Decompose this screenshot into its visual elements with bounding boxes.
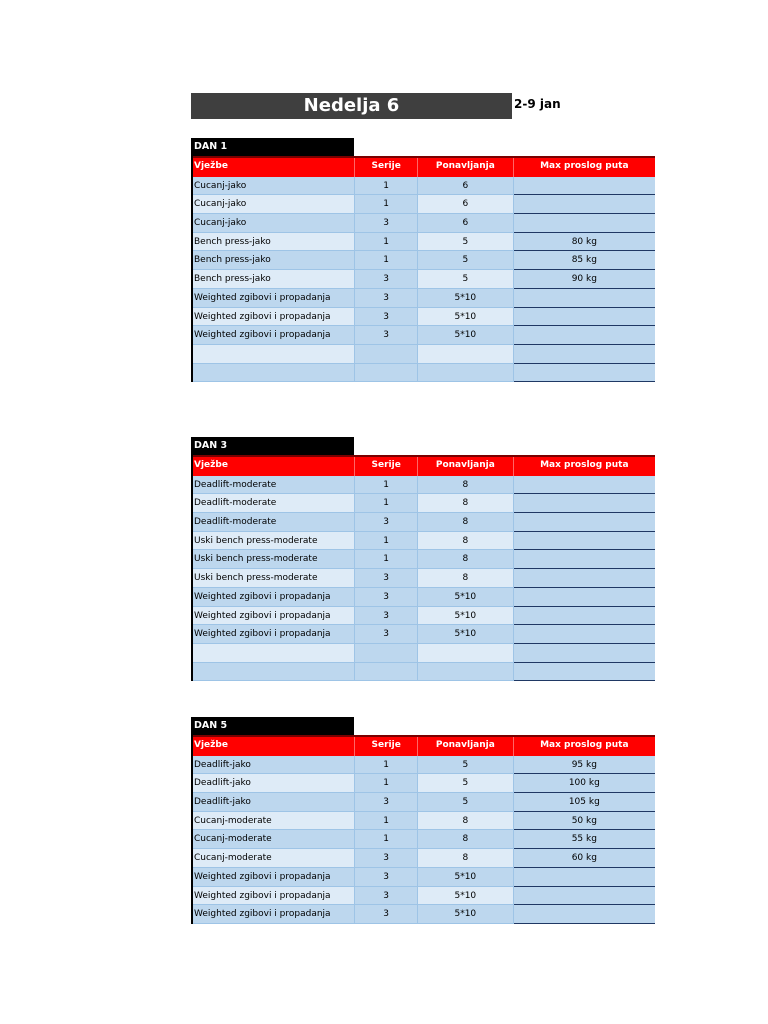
table-row [193, 364, 655, 383]
reps-cell: 8 [418, 550, 514, 569]
max-cell [514, 513, 655, 532]
exercise-cell: Weighted zgibovi i propadanja [193, 607, 355, 626]
sets-cell: 3 [355, 214, 418, 233]
table-header-row [193, 156, 655, 177]
exercise-cell: Bench press-jako [193, 233, 355, 252]
max-cell: 85 kg [514, 251, 655, 270]
max-cell [514, 868, 655, 887]
week-title: Nedelja 6 [191, 93, 512, 119]
reps-cell: 5*10 [418, 868, 514, 887]
sets-cell: 1 [355, 550, 418, 569]
table-row [193, 849, 655, 868]
table-row [193, 550, 655, 569]
column-header: Max proslog puta [540, 740, 629, 750]
table-row [193, 569, 655, 588]
date-range: 2-9 jan [514, 97, 561, 111]
reps-cell: 5 [418, 756, 514, 775]
exercise-cell: Weighted zgibovi i propadanja [193, 905, 355, 924]
exercise-cell: Deadlift-moderate [193, 476, 355, 495]
reps-cell: 8 [418, 812, 514, 831]
max-cell [514, 569, 655, 588]
reps-cell [418, 364, 514, 383]
reps-cell [418, 663, 514, 682]
table-row [193, 868, 655, 887]
sets-cell: 1 [355, 774, 418, 793]
max-cell [514, 887, 655, 906]
reps-cell: 5*10 [418, 905, 514, 924]
exercise-cell: Uski bench press-moderate [193, 532, 355, 551]
max-cell [514, 663, 655, 682]
exercise-cell [193, 663, 355, 682]
max-cell [514, 588, 655, 607]
sets-cell: 3 [355, 607, 418, 626]
sets-cell: 3 [355, 849, 418, 868]
table-row [193, 476, 655, 495]
reps-cell: 8 [418, 569, 514, 588]
max-cell [514, 494, 655, 513]
reps-cell: 5*10 [418, 289, 514, 308]
max-cell [514, 625, 655, 644]
column-header: Ponavljanja [418, 158, 514, 177]
max-cell: 60 kg [514, 849, 655, 868]
day-block [191, 437, 655, 681]
max-cell: 90 kg [514, 270, 655, 289]
reps-cell: 6 [418, 214, 514, 233]
exercise-cell: Cucanj-moderate [193, 812, 355, 831]
exercise-cell [193, 345, 355, 364]
max-cell [514, 308, 655, 327]
exercise-cell: Cucanj-jako [193, 214, 355, 233]
sets-cell: 3 [355, 588, 418, 607]
sets-cell: 3 [355, 905, 418, 924]
sets-cell: 1 [355, 195, 418, 214]
reps-cell: 8 [418, 830, 514, 849]
reps-cell: 5 [418, 233, 514, 252]
day-header: DAN 3 [191, 437, 354, 455]
table-row [193, 625, 655, 644]
exercise-cell: Uski bench press-moderate [193, 550, 355, 569]
sets-cell: 3 [355, 569, 418, 588]
table-row [193, 270, 655, 289]
exercise-cell: Cucanj-moderate [193, 830, 355, 849]
table-row [193, 774, 655, 793]
column-header: Vježbe [193, 158, 355, 177]
column-header: Serije [355, 158, 418, 177]
table-row [193, 830, 655, 849]
table-row [193, 607, 655, 626]
exercise-cell: Weighted zgibovi i propadanja [193, 887, 355, 906]
table-row [193, 588, 655, 607]
max-cell: 50 kg [514, 812, 655, 831]
sets-cell: 3 [355, 270, 418, 289]
max-cell: 105 kg [514, 793, 655, 812]
column-header: Serije [355, 457, 418, 476]
table-row [193, 308, 655, 327]
exercise-cell: Weighted zgibovi i propadanja [193, 308, 355, 327]
exercise-cell: Uski bench press-moderate [193, 569, 355, 588]
sets-cell [355, 644, 418, 663]
table-row [193, 793, 655, 812]
reps-cell: 5 [418, 251, 514, 270]
exercise-cell: Bench press-jako [193, 270, 355, 289]
table-row [193, 345, 655, 364]
reps-cell: 8 [418, 513, 514, 532]
exercise-cell: Weighted zgibovi i propadanja [193, 289, 355, 308]
sets-cell [355, 663, 418, 682]
table-row [193, 326, 655, 345]
exercise-cell: Weighted zgibovi i propadanja [193, 868, 355, 887]
column-header: Vježbe [193, 737, 355, 756]
table-row [193, 756, 655, 775]
max-cell [514, 195, 655, 214]
sets-cell [355, 364, 418, 383]
sets-cell [355, 345, 418, 364]
max-cell [514, 177, 655, 196]
sets-cell: 1 [355, 177, 418, 196]
sets-cell: 1 [355, 812, 418, 831]
table-row [193, 644, 655, 663]
table-row [193, 289, 655, 308]
table-row [193, 663, 655, 682]
exercise-cell: Deadlift-moderate [193, 494, 355, 513]
max-cell [514, 476, 655, 495]
max-cell [514, 289, 655, 308]
max-cell [514, 214, 655, 233]
day-table [191, 455, 655, 681]
exercise-cell: Cucanj-moderate [193, 849, 355, 868]
sets-cell: 3 [355, 887, 418, 906]
max-cell: 95 kg [514, 756, 655, 775]
exercise-cell: Cucanj-jako [193, 195, 355, 214]
max-cell: 100 kg [514, 774, 655, 793]
sets-cell: 1 [355, 251, 418, 270]
exercise-cell: Deadlift-jako [193, 774, 355, 793]
sets-cell: 3 [355, 625, 418, 644]
table-row [193, 251, 655, 270]
reps-cell: 5*10 [418, 607, 514, 626]
max-cell: 80 kg [514, 233, 655, 252]
reps-cell: 8 [418, 532, 514, 551]
table-row [193, 532, 655, 551]
reps-cell: 5*10 [418, 308, 514, 327]
reps-cell: 5 [418, 270, 514, 289]
table-row [193, 214, 655, 233]
reps-cell [418, 345, 514, 364]
exercise-cell: Deadlift-jako [193, 756, 355, 775]
sets-cell: 1 [355, 532, 418, 551]
sets-cell: 1 [355, 756, 418, 775]
column-header: Ponavljanja [418, 457, 514, 476]
sets-cell: 3 [355, 868, 418, 887]
table-row [193, 177, 655, 196]
sets-cell: 3 [355, 513, 418, 532]
table-row [193, 513, 655, 532]
sets-cell: 3 [355, 289, 418, 308]
exercise-cell: Bench press-jako [193, 251, 355, 270]
max-cell [514, 607, 655, 626]
day-table [191, 156, 655, 382]
day-header: DAN 5 [191, 717, 354, 735]
table-row [193, 494, 655, 513]
reps-cell: 5*10 [418, 588, 514, 607]
exercise-cell [193, 364, 355, 383]
max-cell [514, 326, 655, 345]
reps-cell: 8 [418, 494, 514, 513]
exercise-cell [193, 644, 355, 663]
table-header-row [193, 735, 655, 756]
sets-cell: 1 [355, 494, 418, 513]
reps-cell: 8 [418, 849, 514, 868]
table-row [193, 812, 655, 831]
day-header: DAN 1 [191, 138, 354, 156]
reps-cell: 6 [418, 177, 514, 196]
exercise-cell: Deadlift-moderate [193, 513, 355, 532]
table-row [193, 195, 655, 214]
max-cell [514, 550, 655, 569]
reps-cell: 5 [418, 774, 514, 793]
max-cell [514, 345, 655, 364]
sets-cell: 3 [355, 326, 418, 345]
sets-cell: 1 [355, 476, 418, 495]
day-table [191, 735, 655, 924]
reps-cell: 5*10 [418, 625, 514, 644]
max-cell [514, 532, 655, 551]
table-header-row [193, 455, 655, 476]
max-cell: 55 kg [514, 830, 655, 849]
exercise-cell: Weighted zgibovi i propadanja [193, 588, 355, 607]
sets-cell: 1 [355, 830, 418, 849]
table-row [193, 905, 655, 924]
max-cell [514, 905, 655, 924]
table-row [193, 233, 655, 252]
exercise-cell: Weighted zgibovi i propadanja [193, 326, 355, 345]
reps-cell: 8 [418, 476, 514, 495]
sets-cell: 1 [355, 233, 418, 252]
column-header: Serije [355, 737, 418, 756]
column-header: Max proslog puta [540, 460, 629, 470]
sets-cell: 3 [355, 308, 418, 327]
reps-cell: 5*10 [418, 326, 514, 345]
table-row [193, 887, 655, 906]
sets-cell: 3 [355, 793, 418, 812]
column-header: Vježbe [193, 457, 355, 476]
exercise-cell: Cucanj-jako [193, 177, 355, 196]
column-header: Ponavljanja [418, 737, 514, 756]
reps-cell: 5 [418, 793, 514, 812]
column-header: Max proslog puta [540, 161, 629, 171]
reps-cell [418, 644, 514, 663]
day-block [191, 717, 655, 924]
max-cell [514, 644, 655, 663]
exercise-cell: Weighted zgibovi i propadanja [193, 625, 355, 644]
exercise-cell: Deadlift-jako [193, 793, 355, 812]
max-cell [514, 364, 655, 383]
day-block [191, 138, 655, 382]
reps-cell: 6 [418, 195, 514, 214]
reps-cell: 5*10 [418, 887, 514, 906]
